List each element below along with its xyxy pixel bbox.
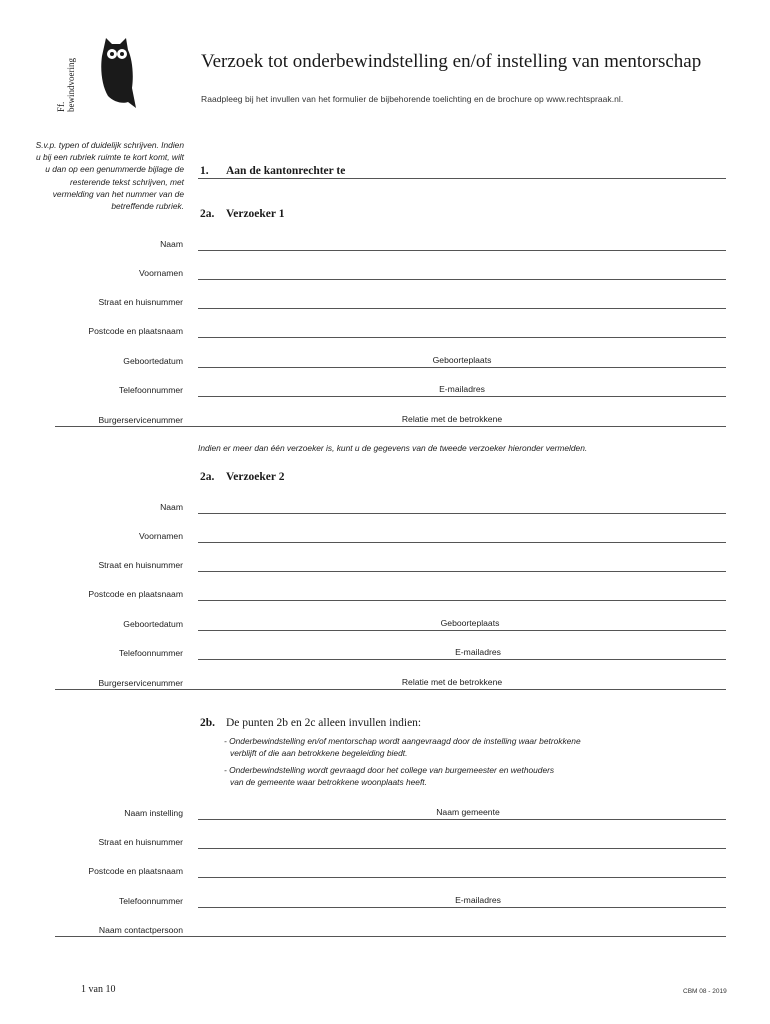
label-telefoon-2b: Telefoonnummer (118, 896, 183, 906)
label-geboortedatum-1: Geboortedatum (123, 356, 183, 366)
advice-text: Raadpleeg bij het invullen van het formulier de bijbehorende toelichting en de brochure op www.rechtspraak.nl. (201, 94, 624, 104)
label-email-2: E-mailadres (455, 647, 501, 657)
label-voornamen-2: Voornamen (139, 531, 183, 541)
instelling-gemeente-field[interactable] (198, 819, 726, 820)
label-geboortedatum-2: Geboortedatum (123, 619, 183, 629)
label-telefoon-2: Telefoonnummer (118, 648, 183, 658)
label-instelling: Naam instelling (124, 808, 183, 818)
voornamen-field-1[interactable] (198, 279, 726, 280)
label-straat-2: Straat en huisnummer (98, 560, 183, 570)
label-postcode-2: Postcode en plaatsnaam (88, 589, 183, 599)
label-naam-1: Naam (160, 239, 183, 249)
telefoon-email-field-1[interactable] (198, 396, 726, 397)
geboorte-field-2[interactable] (198, 630, 726, 631)
label-straat-2b: Straat en huisnummer (98, 837, 183, 847)
geboorte-field-1[interactable] (198, 367, 726, 368)
postcode-field-1[interactable] (198, 337, 726, 338)
postcode-field-2[interactable] (198, 600, 726, 601)
voornamen-field-2[interactable] (198, 542, 726, 543)
label-bsn-2: Burgerservicenummer (98, 678, 183, 688)
label-postcode-2b: Postcode en plaatsnaam (88, 866, 183, 876)
bsn-relatie-field-1[interactable] (55, 426, 726, 427)
label-relatie-1: Relatie met de betrokkene (401, 414, 503, 424)
straat-field-2b[interactable] (198, 848, 726, 849)
side-instruction: S.v.p. typen of duidelijk schrijven. Indien u bij een rubriek ruimte te kort komt, wilt u dan op een genummerde bijlage de resterende tekst schrijven, met vermelding van het nummer van de betreffende rubriek. (35, 140, 184, 212)
second-applicant-note: Indien er meer dan één verzoeker is, kunt u de gegevens van de tweede verzoeker hieronder vermelden. (198, 443, 588, 453)
postcode-field-2b[interactable] (198, 877, 726, 878)
label-email-2b: E-mailadres (455, 895, 501, 905)
form-code: CBM 08 - 2019 (683, 988, 727, 995)
telefoon-email-field-2b[interactable] (198, 907, 726, 908)
label-bsn-1: Burgerservicenummer (98, 415, 183, 425)
page-number: 1 van 10 (81, 984, 116, 995)
naam-field-2[interactable] (198, 513, 726, 514)
logo-wordmark: Ff. bewindvoering (56, 58, 76, 112)
label-voornamen-1: Voornamen (139, 268, 183, 278)
label-naam-2: Naam (160, 502, 183, 512)
kantonrechter-field[interactable] (198, 178, 726, 179)
label-geboorteplaats-1: Geboorteplaats (432, 355, 492, 365)
label-straat-1: Straat en huisnummer (98, 297, 183, 307)
label-contactpersoon: Naam contactpersoon (98, 925, 183, 935)
section-2b-heading: 2b. De punten 2b en 2c alleen invullen indien: (200, 717, 422, 729)
straat-field-1[interactable] (198, 308, 726, 309)
telefoon-email-field-2[interactable] (198, 659, 726, 660)
straat-field-2[interactable] (198, 571, 726, 572)
page-title: Verzoek tot onderbewindstelling en/of instelling van mentorschap (201, 51, 702, 72)
label-email-1: E-mailadres (439, 384, 485, 394)
label-relatie-2: Relatie met de betrokkene (401, 677, 503, 687)
naam-field-1[interactable] (198, 250, 726, 251)
label-telefoon-1: Telefoonnummer (118, 385, 183, 395)
section-2a-2-heading: 2a. Verzoeker 2 (200, 471, 285, 483)
section-2b-conditions: - Onderbewindstelling en/of mentorschap wordt aangevraagd door de instelling waar betrokkene verblijft of die aan betrokkene begeleiding biedt. - Onderbewindstelling wordt gevraagd door het college van burgemeester en wethouders van de gemeente waar betrokkene woonplaats heeft. (224, 736, 581, 787)
section-2a-1-heading: 2a. Verzoeker 1 (200, 208, 285, 220)
bsn-relatie-field-2[interactable] (55, 689, 726, 690)
section-1-heading: 1. Aan de kantonrechter te (200, 165, 346, 177)
label-gemeente: Naam gemeente (436, 807, 500, 817)
label-postcode-1: Postcode en plaatsnaam (88, 326, 183, 336)
label-geboorteplaats-2: Geboorteplaats (440, 618, 500, 628)
contactpersoon-field[interactable] (55, 936, 726, 937)
